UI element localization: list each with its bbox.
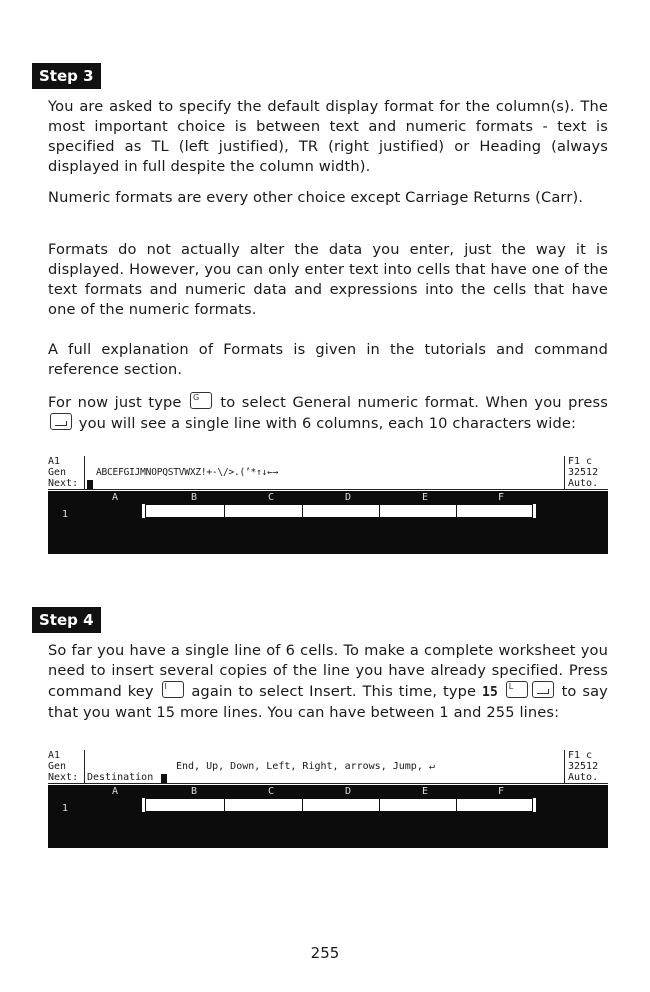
step-3-p5-text-a: For now just type [48, 394, 182, 411]
command-keys-list: ABCEFGIJMNOPQSTVWXZ!+-\/>.(’*↑↓←→ [96, 467, 279, 478]
line-count-value: 15 [481, 685, 498, 700]
spreadsheet-screen-1 [48, 456, 608, 520]
status-left [48, 456, 78, 489]
column-header-d: D [345, 492, 352, 503]
function-key-label: F1 c [568, 750, 593, 761]
step-4-text-c: to say that you want 15 more lines. You can have between 1 and 255 lines: [48, 683, 608, 721]
step-4-text-a: So far you have a single line of 6 cells. To make a complete worksheet you need to insert several copies of the line you have already specified. Press command key [48, 642, 608, 700]
column-header-b: B [191, 786, 198, 797]
column-header-e: E [422, 492, 429, 503]
step-4-paragraph-1 [48, 641, 608, 723]
step-3-p5-text-b: to select General numeric format. When you press [220, 394, 609, 411]
step-3-paragraph-2: Numeric formats are every other choice except Carriage Returns (Carr). [48, 189, 584, 206]
step-3-paragraph-5 [48, 392, 608, 434]
l-key-icon: L [506, 681, 528, 698]
worksheet-grid [48, 785, 608, 848]
spreadsheet-screen-2 [48, 750, 608, 814]
column-header-c: C [268, 786, 275, 797]
row-1-cells [146, 505, 532, 517]
step-4-badge: Step 4 [32, 607, 101, 633]
column-header-a: A [112, 786, 119, 797]
format-label: Gen [48, 761, 67, 772]
destination-label: Destination [87, 772, 154, 783]
memory-label: 32512 [568, 467, 599, 478]
step-3-paragraph-4: A full explanation of Formats is given in the tutorials and command reference section. [48, 341, 608, 378]
function-key-label: F1 c [568, 456, 593, 467]
step-4-text-b: again to select Insert. This time, type [191, 683, 477, 700]
column-header-b: B [191, 492, 198, 503]
page-number: 255 [310, 944, 340, 962]
i-key-icon: I [162, 681, 184, 698]
return-key-icon [50, 413, 72, 430]
g-key-icon: G [190, 392, 212, 409]
format-label: Gen [48, 467, 67, 478]
worksheet-grid [48, 491, 608, 554]
column-header-f: F [498, 786, 505, 797]
column-header-c: C [268, 492, 275, 503]
status-right [568, 456, 598, 489]
next-label: Next: [48, 772, 79, 783]
row-1-cells [146, 799, 532, 811]
step-3-paragraph-3: Formats do not actually alter the data you enter, just the way it is displayed. However, you can only enter text into cells that have one of the text formats and numeric data and expressions into the cells that have one of the numeric formats. [48, 241, 608, 318]
cell-ref: A1 [48, 750, 61, 761]
row-number-1: 1 [62, 803, 69, 814]
step-3-paragraph-1: You are asked to specify the default display format for the column(s). The most important choice is between text and numeric formats - text is specified as TL (left justified), TR (right justified) or Heading (always displayed in full despite the column width). [48, 98, 608, 175]
mode-label: Auto. [568, 478, 599, 489]
column-header-f: F [498, 492, 505, 503]
status-right [568, 750, 598, 783]
step-3-p5-text-c: you will see a single line with 6 columns, each 10 characters wide: [78, 415, 577, 432]
memory-label: 32512 [568, 761, 599, 772]
column-header-a: A [112, 492, 119, 503]
cell-ref: A1 [48, 456, 61, 467]
mode-label: Auto. [568, 772, 599, 783]
next-label: Next: [48, 478, 79, 489]
column-header-d: D [345, 786, 352, 797]
step-3-badge: Step 3 [32, 63, 101, 89]
row-number-1: 1 [62, 509, 69, 520]
status-left [48, 750, 78, 783]
column-header-e: E [422, 786, 429, 797]
movement-prompt: End, Up, Down, Left, Right, arrows, Jump, ↵ [176, 761, 435, 772]
return-key-icon [532, 681, 554, 698]
